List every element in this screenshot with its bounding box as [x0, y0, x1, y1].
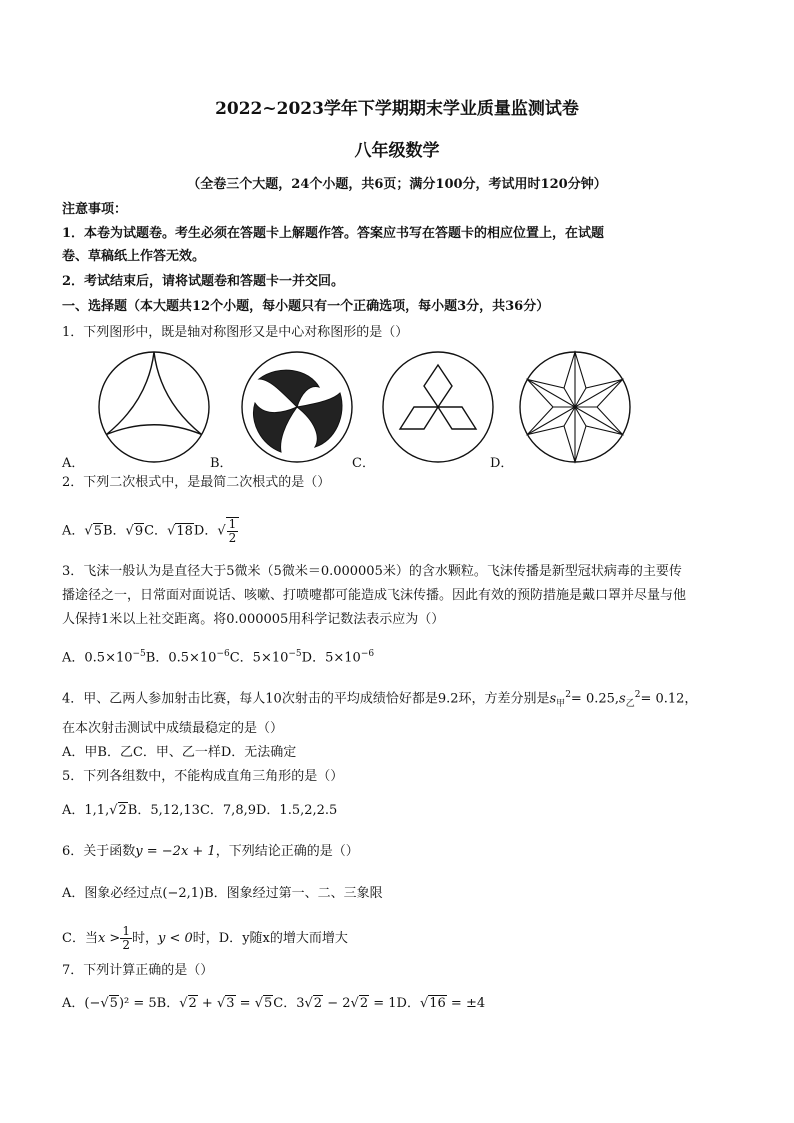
- q6-options-ab: A．图象必经过点(−2,1)B．图象经过第一、二、三象限: [62, 886, 383, 901]
- q6-option-c-fraction: [120, 925, 132, 952]
- q4-sub-jia: 甲: [556, 698, 566, 709]
- q7-option-a-radicand: 5: [109, 996, 118, 1011]
- exam-title: 2022~2023学年下学期期末学业质量监测试卷: [215, 99, 579, 119]
- q4-val-yi: = 0.12，: [640, 691, 698, 707]
- q7-option-c-mid: − 2: [323, 996, 351, 1011]
- q7-option-a-tail: )² = 5B．: [118, 996, 180, 1011]
- q6-option-c-y: y < 0: [157, 931, 193, 946]
- q3-option-d-exponent: −6: [360, 649, 375, 659]
- q3-option-c-exponent: −5: [288, 649, 302, 659]
- q2-option-b-label: B．: [102, 523, 126, 539]
- q3-option-b-exponent: −6: [216, 649, 230, 659]
- q7-option-b-radicand-3: 5: [264, 996, 273, 1011]
- q4-sub-yi: 乙: [625, 698, 635, 709]
- q7-option-c-tail: = 1D．: [369, 996, 420, 1011]
- q5-option-c: C．7,8,9: [199, 803, 256, 818]
- q3-option-c: C．5×10: [229, 650, 289, 666]
- q5-option-a: A．1,1,: [62, 803, 110, 818]
- q2-option-b-radicand: 9: [134, 523, 144, 539]
- q3-line-3: 人保持1米以上社交距离。将0.000005用科学记数法表示应为（）: [62, 612, 445, 627]
- q1-option-a: A．: [62, 456, 85, 471]
- q7-option-d-radicand: 16: [429, 996, 446, 1011]
- q2-option-c-radicand: 18: [176, 523, 193, 539]
- q3-option-d: D．5×10: [301, 650, 361, 666]
- q2-option-a-radicand: 5: [93, 523, 102, 539]
- q4-options: A．甲B．乙C．甲、乙一样D．无法确定: [62, 745, 297, 760]
- q5-options: A．1,1,√2B．5,12,13C．7,8,9D．1.5,2,2.5: [62, 803, 338, 818]
- q6-stem: [62, 843, 359, 861]
- q1-option-b: B．: [210, 456, 233, 471]
- q2-options: A．√5B．√9C．√18D．√ $\frac{1}{2}$: [62, 517, 239, 545]
- q7-option-c-radicand-2: 2: [359, 996, 369, 1011]
- exam-subject: 八年级数学: [354, 141, 440, 161]
- exam-note: （全卷三个大题，24个小题，共6页；满分100分，考试用时120分钟）: [187, 177, 607, 192]
- q6-stem-post: ，下列结论正确的是（）: [215, 844, 359, 859]
- q4-line-2: 在本次射击测试中成绩最稳定的是（）: [62, 721, 284, 736]
- q7-options: A．(−√5)² = 5B．√2 + √3 = √5C．3√2 − 2√2 = 1D．√16 = ±4: [62, 996, 486, 1011]
- q1-figure-c: [380, 349, 496, 469]
- q2-option-d-fraction: [226, 517, 240, 545]
- q4-val-jia: = 0.25,: [570, 691, 620, 707]
- q3-option-a-exponent: −5: [132, 649, 146, 659]
- q7-option-b-plus: +: [197, 996, 217, 1011]
- q4-line-1-text: 4．甲、乙两人参加射击比赛，每人10次射击的平均成绩恰好都是9.2环，方差分别是: [62, 691, 550, 707]
- notice-item-2: 2．考试结束后，请将试题卷和答题卡一并交回。: [62, 274, 345, 289]
- q2-option-a-label: A．: [62, 523, 85, 539]
- q4-s-yi: s: [619, 691, 626, 707]
- q7-option-d-tail: = ±4: [446, 996, 486, 1011]
- q6-option-d-text: y随x的增大而增大: [242, 931, 348, 946]
- q2-option-d-label: D．: [193, 523, 218, 539]
- q4-line-1: 4．甲、乙两人参加射击比赛，每人10次射击的平均成绩恰好都是9.2环，方差分别是$s_甲^2= 0.25,s_乙^2= 0.12$，: [62, 690, 698, 709]
- q6-option-c-pre: C．当: [62, 931, 98, 946]
- q3-option-a: A．0.5×10: [62, 650, 133, 666]
- q3-options: [62, 645, 374, 667]
- q3-line-2: 播途径之一，日常面对面说话、咳嗽、打喷嚏都可能造成飞沫传播。因此有效的预防措施是戴口罩并尽量与他: [62, 588, 687, 603]
- q5-stem: 5．下列各组数中，不能构成直角三角形的是（）: [62, 769, 344, 784]
- q7-option-b-radicand-2: 3: [226, 996, 235, 1011]
- q7-option-b-equals: =: [235, 996, 255, 1011]
- q4-s-jia: s: [549, 691, 557, 707]
- q2-option-d-denominator: 2: [228, 531, 237, 545]
- q3-option-b: B．0.5×10: [145, 650, 217, 666]
- q7-option-c: C．3: [273, 996, 305, 1011]
- q6-stem-pre: 6．关于函数: [62, 844, 136, 859]
- q1-option-d: D．: [490, 456, 514, 471]
- q7-stem: 7．下列计算正确的是（）: [62, 963, 214, 978]
- notice-item-1-line-2: 卷、草稿纸上作答无效。: [62, 249, 206, 264]
- notice-heading: 注意事项：: [62, 202, 128, 217]
- q6-options-cd: [62, 925, 348, 952]
- q7-option-c-radicand-1: 2: [313, 996, 323, 1011]
- q6-function: y = −2x + 1: [135, 844, 216, 859]
- q7-option-b-radicand-1: 2: [188, 996, 197, 1011]
- q7-option-a: A．(−: [62, 996, 101, 1011]
- q1-figure-b: [239, 349, 355, 469]
- q6-option-c-post: 时，: [131, 931, 158, 946]
- q1-figure-d: [517, 349, 633, 469]
- q6-option-c-numerator: 1: [122, 924, 130, 938]
- notice-item-1-line-1: 1．本卷为试题卷。考生必须在答题卡上解题作答。答案应书写在答题卡的相应位置上，在试题: [62, 226, 605, 241]
- q2-option-c-label: C．: [144, 523, 168, 539]
- q1-figure-a: [96, 349, 212, 469]
- q1-stem: 1．下列图形中，既是轴对称图形又是中心对称图形的是（）: [62, 325, 409, 340]
- q5-option-a-radicand: 2: [118, 803, 127, 818]
- q2-stem: 2．下列二次根式中，是最简二次根式的是（）: [62, 475, 331, 490]
- q5-option-d: D．1.5,2,2.5: [256, 803, 338, 818]
- q6-option-c-x: x >: [97, 931, 121, 946]
- section-1-heading: 一、选择题（本大题共12个小题，每小题只有一个正确选项，每小题3分，共36分）: [62, 299, 550, 314]
- q6-option-c-tail: 时，D．: [192, 931, 243, 946]
- q5-option-b: B．5,12,13: [127, 803, 200, 818]
- q3-line-1: 3．飞沫一般认为是直径大于5微米（5微米＝0.000005米）的含水颗粒。飞沫传播是新型冠状病毒的主要传: [62, 564, 682, 579]
- q1-option-c: C．: [352, 456, 375, 471]
- q6-option-c-denominator: 2: [122, 938, 130, 952]
- q2-option-d-numerator: 1: [228, 517, 237, 531]
